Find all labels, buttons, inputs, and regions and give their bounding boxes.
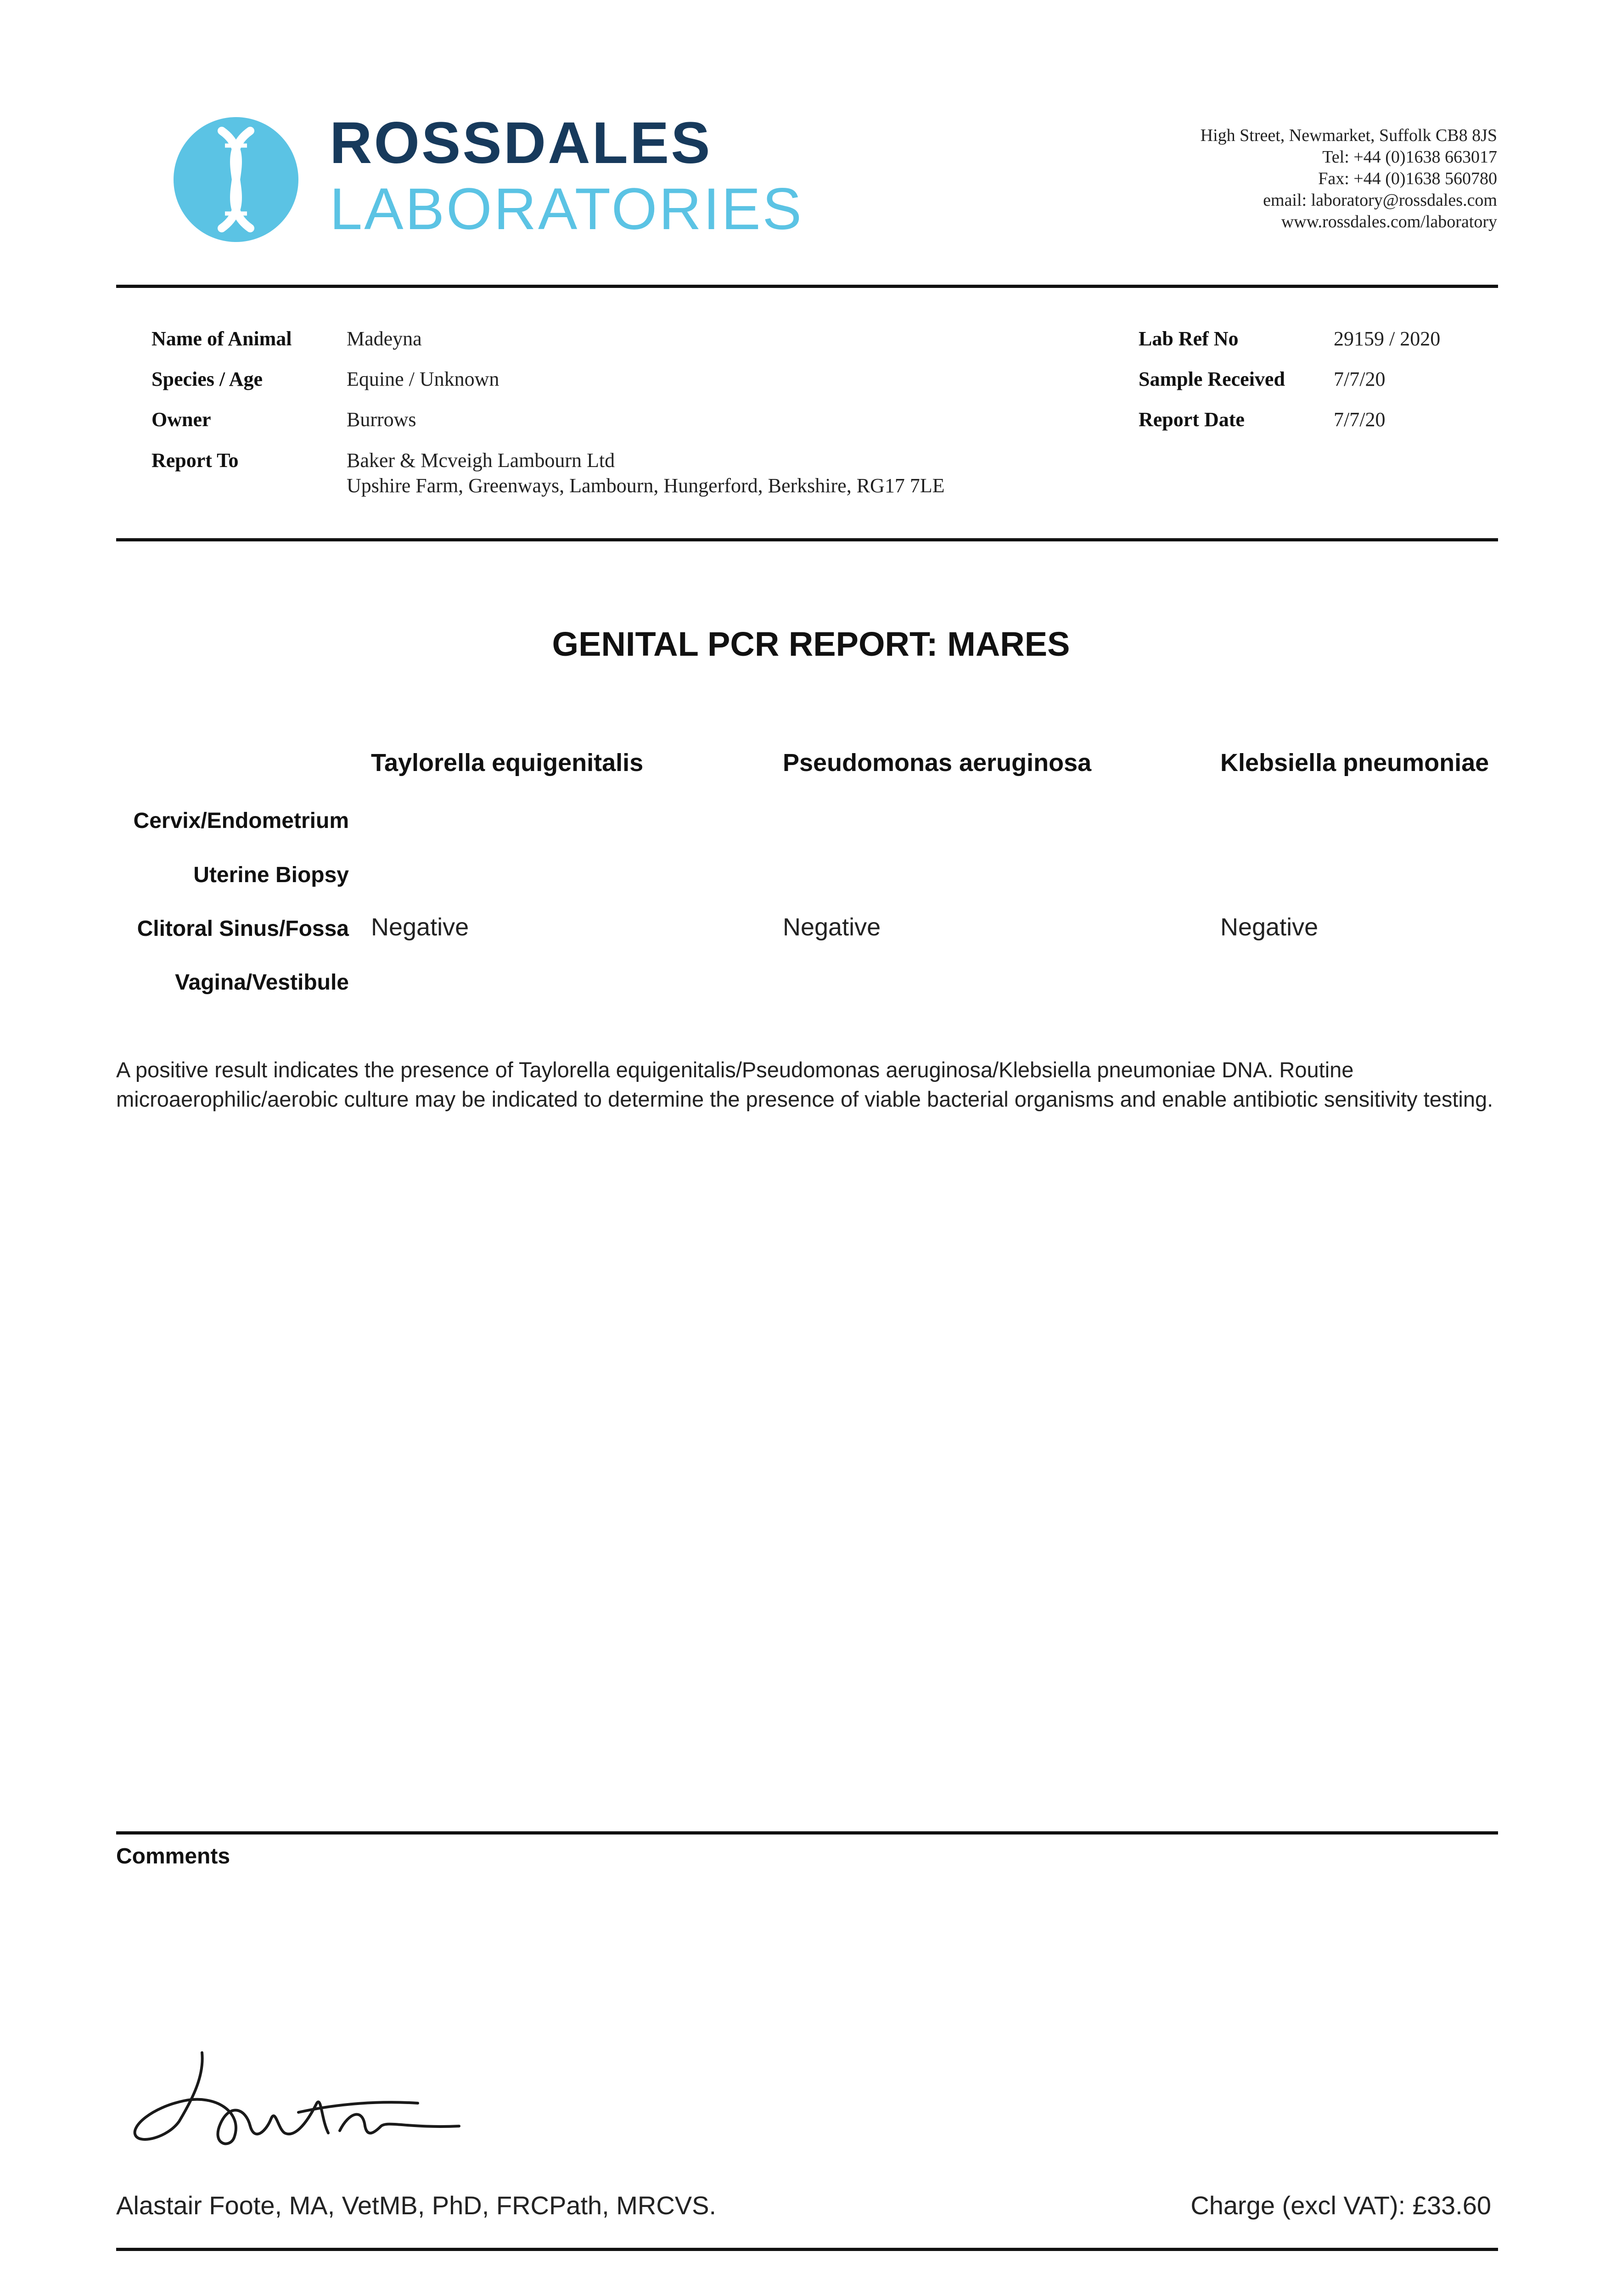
brand-subtitle: LABORATORIES bbox=[330, 176, 803, 242]
report-to-label: Report To bbox=[152, 449, 239, 472]
contact-address: High Street, Newmarket, Suffolk CB8 8JS bbox=[1200, 126, 1497, 145]
owner-label: Owner bbox=[152, 408, 211, 431]
details-divider bbox=[116, 538, 1498, 541]
row-label-uterine-biopsy: Uterine Biopsy bbox=[193, 863, 349, 887]
signature-image bbox=[124, 2039, 482, 2158]
report-date-value: 7/7/20 bbox=[1334, 408, 1386, 431]
comments-label: Comments bbox=[116, 1844, 230, 1868]
sample-received-label: Sample Received bbox=[1139, 368, 1285, 390]
row-label-vagina: Vagina/Vestibule bbox=[175, 970, 349, 995]
species-label: Species / Age bbox=[152, 368, 263, 390]
contact-tel: Tel: +44 (0)1638 663017 bbox=[1322, 147, 1497, 167]
signatory-name: Alastair Foote, MA, VetMB, PhD, FRCPath, MRCVS. bbox=[116, 2191, 717, 2220]
footer-divider bbox=[116, 2248, 1498, 2251]
report-to-line1: Baker & Mcveigh Lambourn Ltd bbox=[347, 449, 615, 472]
logo-mark bbox=[174, 117, 298, 242]
sample-received-value: 7/7/20 bbox=[1334, 368, 1386, 390]
dna-helix-icon bbox=[174, 117, 298, 242]
lab-ref-value: 29159 / 2020 bbox=[1334, 327, 1441, 350]
result-clitoral-pseudomonas: Negative bbox=[783, 913, 881, 941]
charge-amount: Charge (excl VAT): £33.60 bbox=[1190, 2191, 1491, 2220]
lab-ref-label: Lab Ref No bbox=[1139, 327, 1239, 350]
name-value: Madeyna bbox=[347, 327, 422, 350]
contact-block bbox=[1201, 125, 1497, 233]
column-header-klebsiella: Klebsiella pneumoniae bbox=[1220, 749, 1489, 777]
brand-name: ROSSDALES bbox=[330, 110, 712, 176]
result-clitoral-taylorella: Negative bbox=[371, 913, 469, 941]
row-label-cervix: Cervix/Endometrium bbox=[133, 809, 349, 833]
header-divider bbox=[116, 285, 1498, 288]
report-to-line2: Upshire Farm, Greenways, Lambourn, Hungerford, Berkshire, RG17 7LE bbox=[347, 474, 945, 497]
column-header-pseudomonas: Pseudomonas aeruginosa bbox=[783, 749, 1092, 777]
contact-fax: Fax: +44 (0)1638 560780 bbox=[1318, 169, 1497, 188]
contact-website[interactable]: www.rossdales.com/laboratory bbox=[1281, 212, 1497, 231]
contact-email[interactable]: email: laboratory@rossdales.com bbox=[1263, 191, 1497, 210]
report-date-label: Report Date bbox=[1139, 408, 1245, 431]
report-title: GENITAL PCR REPORT: MARES bbox=[552, 625, 1070, 663]
comments-divider bbox=[116, 1831, 1498, 1835]
species-value: Equine / Unknown bbox=[347, 368, 500, 390]
owner-value: Burrows bbox=[347, 408, 416, 431]
name-label: Name of Animal bbox=[152, 327, 292, 350]
column-header-taylorella: Taylorella equigenitalis bbox=[371, 749, 644, 777]
row-label-clitoral-sinus: Clitoral Sinus/Fossa bbox=[137, 917, 349, 941]
result-clitoral-klebsiella: Negative bbox=[1220, 913, 1319, 941]
interpretation-note: A positive result indicates the presence of Taylorella equigenitalis/Pseudomonas aeruginosa/Klebsiella pneumoniae DNA. Routine microaerophilic/aerobic culture may be indicated to determine the presence of viable bacterial organisms and enable antibiotic sensitivity testing. bbox=[116, 1058, 1493, 1111]
